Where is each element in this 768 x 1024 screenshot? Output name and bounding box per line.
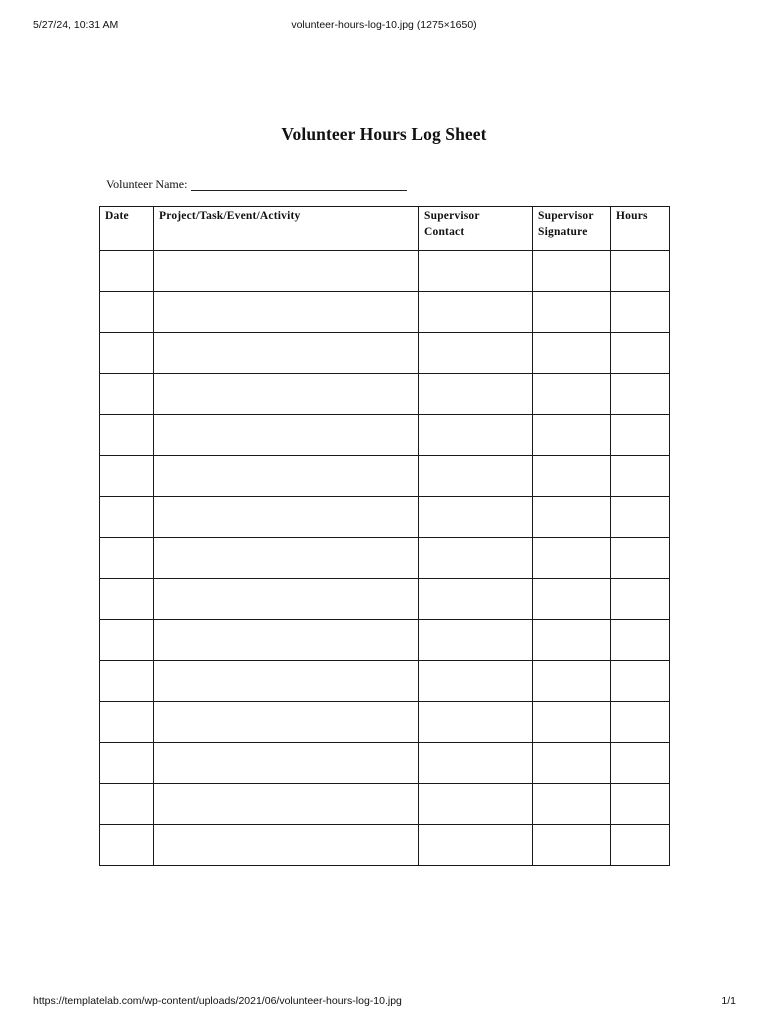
table-cell — [611, 702, 670, 743]
print-header — [0, 19, 768, 33]
table-cell — [533, 333, 611, 374]
table-cell — [154, 579, 419, 620]
table-cell — [419, 497, 533, 538]
table-cell — [419, 292, 533, 333]
table-cell — [154, 784, 419, 825]
table-row — [100, 825, 670, 866]
table-cell — [100, 825, 154, 866]
table-row — [100, 456, 670, 497]
table-cell — [611, 579, 670, 620]
table-cell — [100, 333, 154, 374]
table-cell — [100, 374, 154, 415]
table-cell — [419, 538, 533, 579]
table-cell — [611, 661, 670, 702]
table-cell — [154, 661, 419, 702]
table-cell — [419, 579, 533, 620]
table-cell — [419, 415, 533, 456]
table-cell — [533, 538, 611, 579]
table-cell — [100, 661, 154, 702]
table-cell — [154, 825, 419, 866]
table-cell — [419, 743, 533, 784]
header-supervisor-signature-line2: Signature — [538, 225, 588, 238]
table-cell — [419, 784, 533, 825]
table-cell — [419, 825, 533, 866]
table-row — [100, 497, 670, 538]
table-cell — [533, 784, 611, 825]
table-cell — [154, 620, 419, 661]
table-cell — [533, 415, 611, 456]
table-cell — [419, 333, 533, 374]
table-row — [100, 702, 670, 743]
table-cell — [419, 251, 533, 292]
table-cell — [154, 497, 419, 538]
table-cell — [533, 456, 611, 497]
header-project-label: Project/Task/Event/Activity — [159, 210, 301, 222]
header-supervisor-signature — [533, 207, 611, 251]
volunteer-name-field — [106, 177, 407, 192]
header-supervisor-contact — [419, 207, 533, 251]
table-cell — [611, 456, 670, 497]
table-row — [100, 579, 670, 620]
table-cell — [419, 661, 533, 702]
header-project-task-event-activity — [154, 207, 419, 251]
table-cell — [419, 456, 533, 497]
table-cell — [611, 333, 670, 374]
table-cell — [100, 251, 154, 292]
table-cell — [154, 374, 419, 415]
document-title: Volunteer Hours Log Sheet — [281, 124, 487, 144]
table-cell — [419, 374, 533, 415]
table-cell — [154, 333, 419, 374]
table-cell — [533, 620, 611, 661]
table-row — [100, 743, 670, 784]
table-cell — [154, 702, 419, 743]
table-row — [100, 784, 670, 825]
table-row — [100, 415, 670, 456]
table-cell — [419, 620, 533, 661]
table-cell — [154, 251, 419, 292]
volunteer-name-blank-line — [191, 178, 407, 191]
header-supervisor-contact-line1: Supervisor — [424, 210, 480, 222]
print-source-url: https://templatelab.com/wp-content/uploads/2021/06/volunteer-hours-log-10.jpg — [33, 995, 402, 1007]
table-body — [100, 251, 670, 866]
header-hours — [611, 207, 670, 251]
table-cell — [533, 825, 611, 866]
table-cell — [100, 743, 154, 784]
header-supervisor-signature-line1: Supervisor — [538, 210, 594, 222]
table-cell — [100, 456, 154, 497]
table-cell — [100, 784, 154, 825]
print-file-title: volunteer-hours-log-10.jpg (1275×1650) — [291, 19, 477, 31]
table-cell — [100, 415, 154, 456]
table-cell — [533, 251, 611, 292]
table-cell — [154, 743, 419, 784]
table-cell — [100, 579, 154, 620]
table-cell — [611, 251, 670, 292]
print-footer — [0, 995, 768, 1009]
table-row — [100, 374, 670, 415]
table-cell — [154, 415, 419, 456]
table-header-row — [100, 207, 670, 251]
table-cell — [100, 538, 154, 579]
table-cell — [611, 415, 670, 456]
table-row — [100, 292, 670, 333]
table-row — [100, 333, 670, 374]
table-cell — [611, 497, 670, 538]
table-cell — [533, 661, 611, 702]
table-cell — [533, 579, 611, 620]
print-datetime: 5/27/24, 10:31 AM — [33, 19, 119, 31]
header-date — [100, 207, 154, 251]
table-cell — [419, 702, 533, 743]
header-hours-label: Hours — [616, 210, 648, 222]
table-cell — [533, 497, 611, 538]
table-row — [100, 538, 670, 579]
table-cell — [611, 620, 670, 661]
table-cell — [154, 456, 419, 497]
table-row — [100, 251, 670, 292]
table-cell — [100, 292, 154, 333]
table-cell — [154, 292, 419, 333]
print-page-number: 1/1 — [721, 995, 736, 1007]
table-cell — [533, 374, 611, 415]
table-cell — [611, 825, 670, 866]
table-cell — [100, 620, 154, 661]
table-cell — [611, 743, 670, 784]
volunteer-hours-table — [99, 206, 670, 866]
table-cell — [533, 292, 611, 333]
table-cell — [611, 374, 670, 415]
table-row — [100, 661, 670, 702]
table-cell — [611, 538, 670, 579]
table-row — [100, 620, 670, 661]
header-date-label: Date — [105, 210, 129, 222]
table-cell — [533, 743, 611, 784]
table-cell — [611, 784, 670, 825]
table-cell — [533, 702, 611, 743]
table-cell — [100, 702, 154, 743]
table-cell — [611, 292, 670, 333]
table-cell — [154, 538, 419, 579]
volunteer-name-label: Volunteer Name: — [106, 177, 188, 191]
header-supervisor-contact-line2: Contact — [424, 225, 465, 238]
table-cell — [100, 497, 154, 538]
